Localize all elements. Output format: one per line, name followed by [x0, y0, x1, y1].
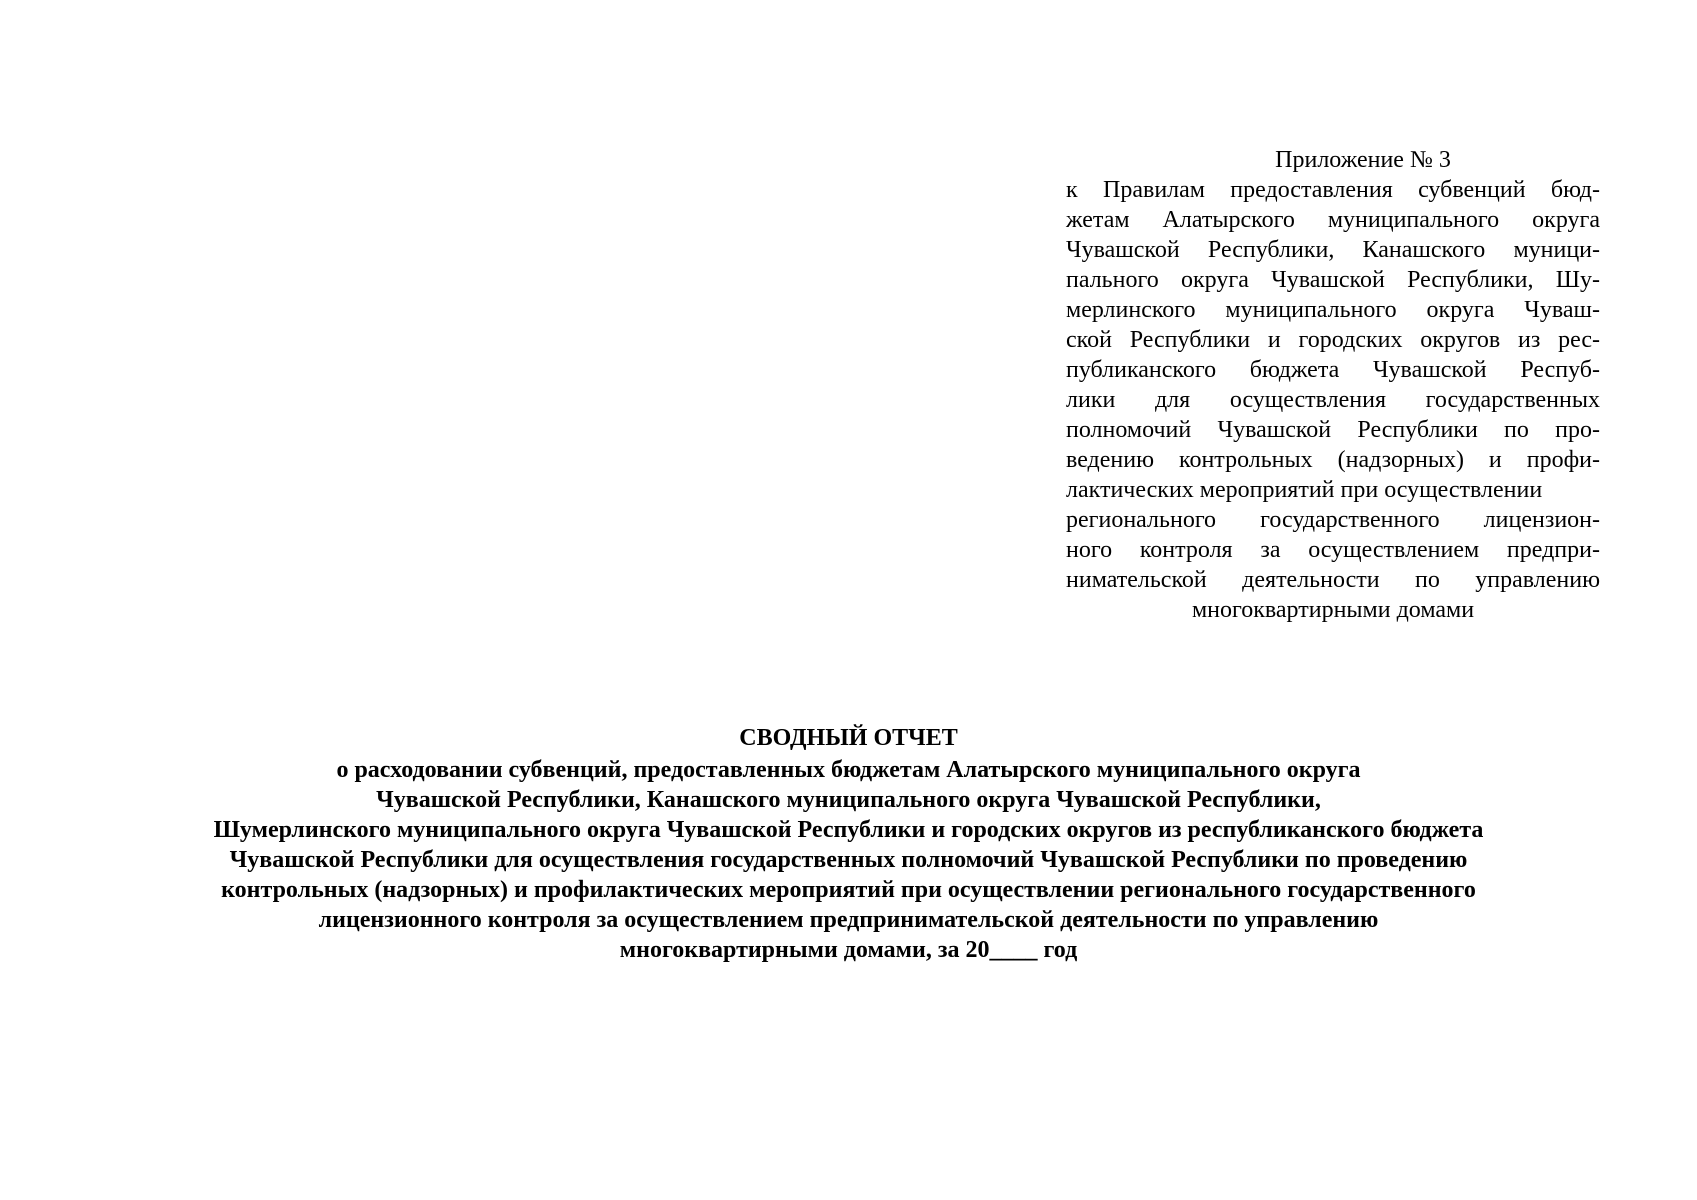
appendix-line: ного контроля за осуществлением предпри-: [1066, 537, 1600, 563]
report-subtitle-line: о расходовании субвенций, предоставленных бюджетам Алатырского муниципального округа: [336, 757, 1361, 783]
appendix-line: лики для осуществления государственных: [1066, 387, 1600, 413]
report-subtitle-line: лицензионного контроля за осуществлением предпринимательской деятельности по управлению: [318, 907, 1379, 933]
appendix-line: публиканского бюджета Чувашской Респуб-: [1066, 357, 1600, 383]
appendix-line: многоквартирными домами: [1191, 597, 1475, 623]
appendix-line: полномочий Чувашской Республики по про-: [1066, 417, 1600, 443]
appendix-line: пального округа Чувашской Республики, Шу-: [1066, 267, 1600, 293]
report-subtitle-line: Шумерлинского муниципального округа Чувашской Республики и городских округов из республиканского бюджета: [213, 817, 1484, 843]
appendix-line: лактических мероприятий при осуществлении: [1066, 477, 1543, 503]
appendix-line: мерлинского муниципального округа Чуваш-: [1066, 297, 1600, 323]
report-subtitle-line: Чувашской Республики для осуществления государственных полномочий Чувашской Республики по проведению: [229, 847, 1468, 873]
report-subtitle-line: многоквартирными домами, за 20____ год: [619, 937, 1078, 963]
appendix-block: [1066, 145, 1600, 625]
appendix-line: нимательской деятельности по управлению: [1066, 567, 1600, 593]
report-title: СВОДНЫЙ ОТЧЕТ: [739, 725, 958, 751]
report-subtitle-line: Чувашской Республики, Канашского муниципального округа Чувашской Республики,: [376, 787, 1321, 813]
report-heading: [0, 723, 1697, 965]
appendix-line: ской Республики и городских округов из рес-: [1066, 327, 1600, 353]
appendix-line: ведению контрольных (надзорных) и профи-: [1066, 447, 1600, 473]
appendix-line: жетам Алатырского муниципального округа: [1066, 207, 1600, 233]
appendix-line: Чувашской Республики, Канашского муници-: [1066, 237, 1600, 263]
appendix-line: регионального государственного лицензион-: [1066, 507, 1600, 533]
report-subtitle-line: контрольных (надзорных) и профилактических мероприятий при осуществлении регионального государственного: [221, 877, 1476, 903]
appendix-title: Приложение № 3: [1275, 147, 1451, 173]
appendix-line: к Правилам предоставления субвенций бюд-: [1066, 177, 1600, 203]
